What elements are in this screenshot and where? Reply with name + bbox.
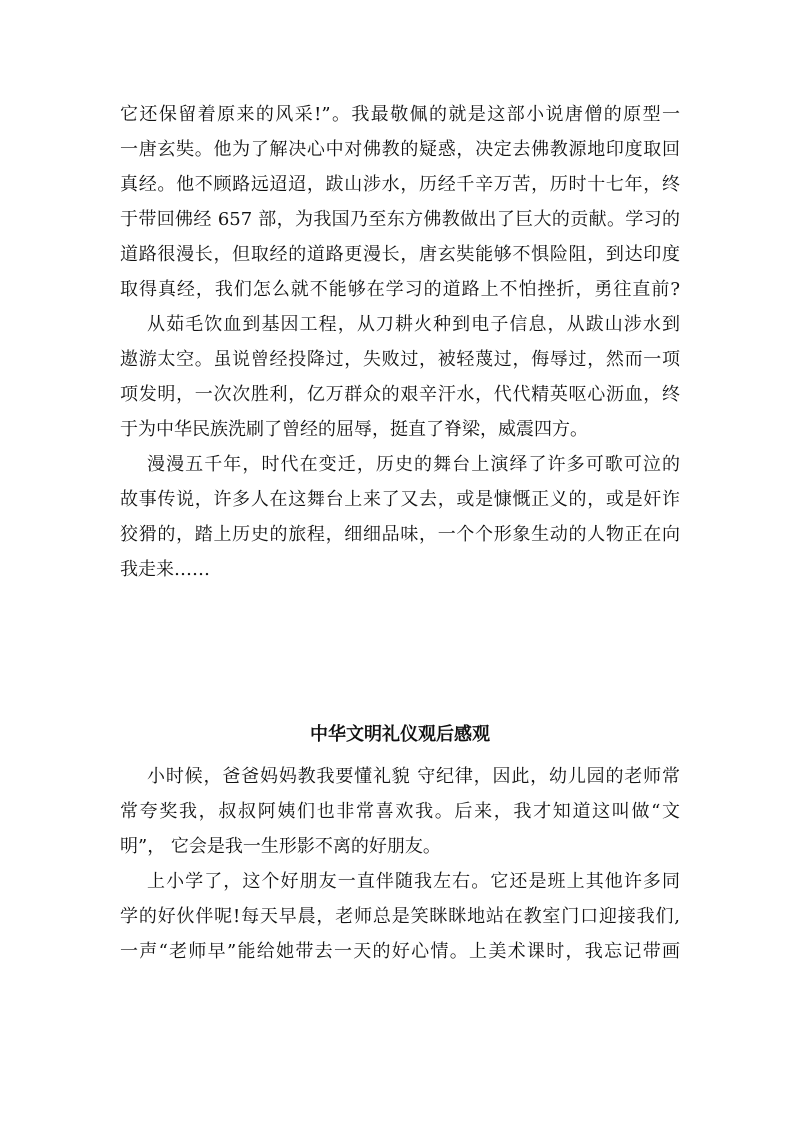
text-line: 道路很漫长，但取经的道路更漫长，唐玄奘能够不惧险阻，到达印度 xyxy=(120,244,680,265)
text-line: 狡猾的，踏上历史的旅程，细细品味，一个个形象生动的人物正在向 xyxy=(120,524,680,545)
text-line: 学的好伙伴呢!每天早晨，老师总是笑眯眯地站在教室门口迎接我们, xyxy=(120,906,680,927)
paragraph-start-line: 漫漫五千年，时代在变迁，历史的舞台上演绎了许多可歌可泣的 xyxy=(147,454,680,475)
essay-section-1 xyxy=(120,97,680,587)
text-line: 项发明，一次次胜利，亿万群众的艰辛汗水，代代精英呕心沥血，终 xyxy=(120,384,680,405)
essay-section-2 xyxy=(120,759,680,969)
paragraph-end-line: 于为中华民族洗刷了曾经的屈辱，挺直了脊梁，威震四方。 xyxy=(120,419,588,440)
paragraph-end-line: 我走来…… xyxy=(120,559,210,580)
paragraph-start-line: 上小学了，这个好朋友一直伴随我左右。它还是班上其他许多同 xyxy=(147,871,680,892)
text-line: 于带回佛经 657 部，为我国乃至东方佛教做出了巨大的贡献。学习的 xyxy=(120,209,680,230)
paragraph-end-line: 明”， 它会是我一生形影不离的好朋友。 xyxy=(120,836,441,857)
paragraph-start-line: 从茹毛饮血到基因工程，从刀耕火种到电子信息，从跋山涉水到 xyxy=(147,314,680,335)
text-line: 一唐玄奘。他为了解决心中对佛教的疑惑，决定去佛教源地印度取回 xyxy=(120,139,680,160)
essay-title: 中华文明礼仪观后感观 xyxy=(310,724,490,745)
paragraph-start-line: 小时候，爸爸妈妈教我要懂礼貌 守纪律，因此，幼儿园的老师常 xyxy=(147,766,680,787)
text-line: 常夸奖我，叔叔阿姨们也非常喜欢我。后来，我才知道这叫做“文 xyxy=(120,801,680,822)
text-line: 真经。他不顾路远迢迢，跋山涉水，历经千辛万苦，历时十七年，终 xyxy=(120,174,680,195)
text-line: 它还保留着原来的风采!”。我最敬佩的就是这部小说唐僧的原型一 xyxy=(120,104,680,125)
text-line: 遨游太空。虽说曾经投降过，失败过，被轻蔑过，侮辱过，然而一项 xyxy=(120,349,680,370)
text-line: 取得真经，我们怎么就不能够在学习的道路上不怕挫折，勇往直前? xyxy=(120,279,680,300)
text-line: 一声“老师早”能给她带去一天的好心情。上美术课时，我忘记带画 xyxy=(120,941,680,962)
text-line: 故事传说，许多人在这舞台上来了又去，或是慷慨正义的，或是奸诈 xyxy=(120,489,680,510)
